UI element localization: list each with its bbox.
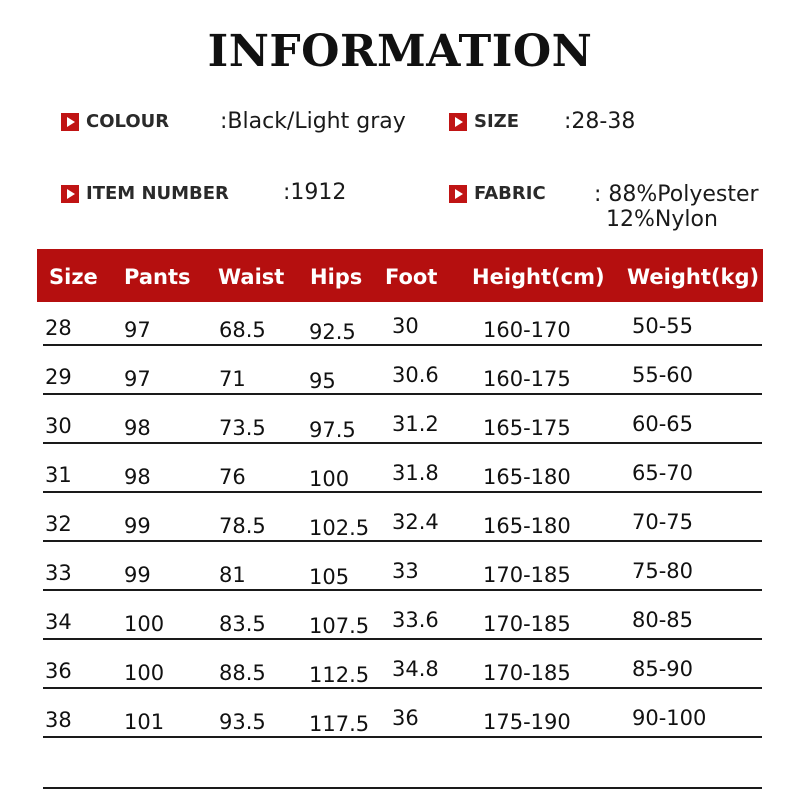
cell-height: 175-190 [483,710,571,734]
cell-weight: 70-75 [632,510,694,534]
cell-weight: 75-80 [632,559,694,583]
cell-pants: 98 [124,465,151,489]
cell-waist: 83.5 [219,612,266,636]
table-row [0,463,800,512]
cell-waist: 88.5 [219,661,266,685]
colour-label [61,111,169,132]
size-label-text: SIZE [474,111,520,132]
header-height: Height(cm) [472,265,605,289]
cell-size: 34 [45,610,72,634]
size-value: :28-38 [564,109,636,134]
cell-foot: 30.6 [392,363,439,387]
cell-height: 165-180 [483,514,571,538]
cell-size: 33 [45,561,72,585]
bottom-rule [43,787,762,789]
item-number-label-text: ITEM NUMBER [86,183,229,204]
item-number-value: :1912 [283,180,347,205]
header-size: Size [49,265,98,289]
triangle-bullet-icon [61,113,79,131]
cell-waist: 93.5 [219,710,266,734]
header-pants: Pants [124,265,191,289]
cell-size: 29 [45,365,72,389]
cell-foot: 30 [392,314,419,338]
cell-hips: 100 [309,467,350,491]
triangle-bullet-icon [61,185,79,203]
cell-weight: 85-90 [632,657,694,681]
size-label [449,111,519,132]
cell-hips: 92.5 [309,320,356,344]
cell-waist: 78.5 [219,514,266,538]
cell-hips: 107.5 [309,614,370,638]
table-row [0,512,800,561]
cell-height: 165-175 [483,416,571,440]
colour-value: :Black/Light gray [220,109,406,134]
cell-size: 36 [45,659,72,683]
cell-pants: 99 [124,514,151,538]
cell-hips: 102.5 [309,516,370,540]
cell-size: 32 [45,512,72,536]
cell-weight: 55-60 [632,363,694,387]
cell-foot: 33 [392,559,419,583]
table-row [0,316,800,365]
row-divider [43,540,762,542]
row-divider [43,442,762,444]
cell-foot: 36 [392,706,419,730]
table-row [0,414,800,463]
cell-waist: 71 [219,367,246,391]
cell-foot: 34.8 [392,657,439,681]
cell-hips: 117.5 [309,712,370,736]
cell-size: 28 [45,316,72,340]
row-divider [43,589,762,591]
row-divider [43,736,762,738]
fabric-value-line1: : 88%Polyester [594,182,759,207]
row-divider [43,687,762,689]
cell-hips: 95 [309,369,336,393]
cell-size: 30 [45,414,72,438]
cell-weight: 90-100 [632,706,707,730]
cell-weight: 60-65 [632,412,694,436]
triangle-bullet-icon [449,185,467,203]
page-title: INFORMATION [207,26,593,77]
item-number-label [61,183,229,204]
cell-hips: 105 [309,565,350,589]
cell-pants: 100 [124,612,165,636]
header-weight: Weight(kg) [627,265,760,289]
table-row [0,659,800,708]
header-hips: Hips [310,265,363,289]
table-row [0,365,800,414]
cell-waist: 81 [219,563,246,587]
row-divider [43,491,762,493]
cell-foot: 31.2 [392,412,439,436]
colour-label-text: COLOUR [86,111,170,132]
header-waist: Waist [218,265,285,289]
cell-pants: 100 [124,661,165,685]
cell-pants: 98 [124,416,151,440]
cell-height: 165-180 [483,465,571,489]
table-row [0,561,800,610]
row-divider [43,393,762,395]
cell-waist: 76 [219,465,246,489]
cell-hips: 112.5 [309,663,370,687]
cell-pants: 101 [124,710,165,734]
cell-height: 170-185 [483,612,571,636]
table-row [0,708,800,757]
header-foot: Foot [385,265,438,289]
cell-hips: 97.5 [309,418,356,442]
table-row [0,610,800,659]
triangle-bullet-icon [449,113,467,131]
table-header [37,249,763,302]
cell-height: 170-185 [483,661,571,685]
cell-waist: 68.5 [219,318,266,342]
cell-pants: 97 [124,318,151,342]
row-divider [43,638,762,640]
cell-waist: 73.5 [219,416,266,440]
cell-foot: 32.4 [392,510,439,534]
cell-pants: 97 [124,367,151,391]
fabric-label [449,183,546,204]
cell-pants: 99 [124,563,151,587]
cell-weight: 65-70 [632,461,694,485]
row-divider [43,344,762,346]
cell-foot: 33.6 [392,608,439,632]
cell-weight: 80-85 [632,608,694,632]
cell-height: 160-170 [483,318,571,342]
fabric-label-text: FABRIC [474,183,546,204]
cell-size: 31 [45,463,72,487]
cell-size: 38 [45,708,72,732]
cell-foot: 31.8 [392,461,439,485]
cell-weight: 50-55 [632,314,694,338]
cell-height: 170-185 [483,563,571,587]
fabric-value-line2: 12%Nylon [606,207,718,232]
cell-height: 160-175 [483,367,571,391]
